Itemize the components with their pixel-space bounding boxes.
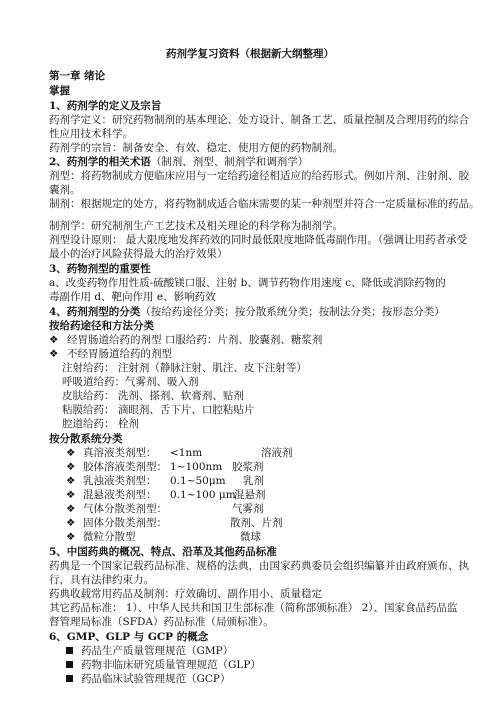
pharmacopoeia-line-1: 药典是一个国家记载药品标准、规格的法典，由国家药典委员会组织编纂并由政府颁布、执 <box>49 560 469 572</box>
section-2-heading-line <box>49 156 308 169</box>
mastery-label: 掌握 <box>49 85 70 97</box>
route-item: 注射给药： 注射剂（静脉注射、肌注、皮下注射等） <box>62 362 307 374</box>
glp-item: 药物非临床研究质量管理规范（GLP） <box>81 659 261 671</box>
section-2-heading-note: （制剂、剂型、制剂学和调剂学） <box>150 156 309 168</box>
dispersion-type: 混悬液类剂型： <box>83 489 157 501</box>
list-item <box>66 645 233 658</box>
dispersion-size: 1~100nm <box>170 461 223 473</box>
diamond-bullet-icon: ❖ <box>66 517 76 529</box>
aim-line: 药剂学的宗旨：制备安全、有效、稳定、使用方便的药物制剂。 <box>49 142 343 154</box>
dispersion-size: <1nm <box>170 447 203 459</box>
diamond-bullet-icon: ❖ <box>66 531 76 543</box>
other-standards-line-1: 其它药品标准： 1）、中华人民共和国卫生部标准（简称部颁标准） 2）、国家食品药品监 <box>49 602 458 614</box>
route-item: 皮肤给药： 洗剂、搽剂、软膏剂、贴剂 <box>62 390 244 402</box>
square-bullet-icon <box>66 661 73 668</box>
enteral-text: 经胃肠道给药的剂型 口服给药：片剂、胶囊剂、糖浆剂 <box>67 334 323 346</box>
dosage-form-line-2: 囊剂。 <box>49 184 81 196</box>
gmp-item: 药品生产质量管理规范（GMP） <box>81 645 234 657</box>
dispersion-example: 微球 <box>240 531 261 543</box>
diamond-bullet-icon: ❖ <box>66 475 76 487</box>
dispersion-example: 气雾剂 <box>232 503 264 515</box>
dispersion-example: 散剂、片剂 <box>230 517 283 529</box>
section-4-heading: 4、药剂剂型的分类 <box>49 306 141 318</box>
section-6-heading: 6、GMP、GLP 与 GCP 的概念 <box>49 631 209 643</box>
section-4-heading-note: （按给药途径分类；按分散系统分类；按制法分类；按形态分类） <box>140 306 445 318</box>
nonenteral-line <box>49 348 172 361</box>
other-standards-line-2: 督管理局标准（SFDA）药品标准（局颁标准）。 <box>49 616 274 628</box>
definition-line-2: 性应用技术科学。 <box>49 128 133 140</box>
gcp-item: 药品临床试验管理规范（GCP） <box>81 673 231 685</box>
nonenteral-text: 不经胃肠道给药的剂型 <box>67 348 172 360</box>
dispersion-example: 乳剂 <box>243 475 264 487</box>
chapter-heading: 第一章 绪论 <box>49 70 106 82</box>
enteral-line <box>49 334 322 347</box>
design-principle-line-1: 剂型设计原则： 最大限度地发挥药效的同时最低限度地降低毒副作用。（强调让用药者承受 <box>49 234 468 246</box>
section-2-heading: 2、药剂学的相关术语 <box>49 156 151 168</box>
dispersion-type: 气体分散类剂型： <box>83 503 167 515</box>
diamond-bullet-icon: ❖ <box>66 489 76 501</box>
list-item <box>66 673 231 686</box>
list-item <box>66 659 261 672</box>
importance-line-2: 毒副作用 d、靶向作用 e、影响药效 <box>49 291 216 303</box>
dispersion-classification-heading: 按分散系统分类 <box>49 433 123 445</box>
route-item: 腔道给药： 栓剂 <box>62 418 139 430</box>
dispersion-type: 乳浊液类剂型： <box>83 475 157 487</box>
dispersion-type: 微粒分散型 <box>83 531 136 543</box>
diamond-bullet-icon: ❖ <box>66 503 76 515</box>
pharmaceutics-line: 制剂学：研究制剂生产工艺技术及相关理论的科学称为制剂学。 <box>49 220 343 232</box>
dispersion-type: 真溶液类剂型： <box>83 447 157 459</box>
dispersion-size: 0.1~100 μm <box>170 489 236 501</box>
dispersion-example: 胶浆剂 <box>232 461 264 473</box>
section-5-heading: 5、中国药典的概况、特点、沿革及其他药品标准 <box>49 546 277 558</box>
pharmacopoeia-line-2: 行，具有法律约束力。 <box>49 574 154 586</box>
route-item: 粘膜给药： 滴眼剂、舌下片、口腔粘贴片 <box>62 404 255 416</box>
design-principle-line-2: 最小的治疗风险获得最大的治疗效果） <box>49 248 228 260</box>
section-1-heading: 1、药剂学的定义及宗旨 <box>49 100 162 112</box>
dispersion-example: 混悬剂 <box>234 489 266 501</box>
dispersion-size: 0.1~50μm <box>170 475 226 487</box>
diamond-bullet-icon: ❖ <box>66 447 76 459</box>
diamond-bullet-icon: ❖ <box>66 461 76 473</box>
preparation-line: 制剂：根据规定的处方，将药物制成适合临床需要的某一种剂型并符合一定质量标准的药品。 <box>49 198 480 210</box>
dispersion-example: 溶液剂 <box>261 447 293 459</box>
section-3-heading: 3、药物剂型的重要性 <box>49 263 151 275</box>
importance-line-1: a、改变药物作用性质-硫酸镁口服、注射 b、调节药物作用速度 c、降低或消除药物的 <box>49 277 446 289</box>
section-4-heading-line <box>49 306 445 319</box>
diamond-bullet-icon: ❖ <box>49 334 59 346</box>
square-bullet-icon <box>66 675 73 682</box>
dispersion-type: 胶体溶液类剂型： <box>83 461 167 473</box>
dosage-form-line-1: 剂型：将药物制成方便临床应用与一定给药途径相适应的给药形式。例如片剂、注射剂、胶 <box>49 170 469 182</box>
diamond-bullet-icon: ❖ <box>49 348 59 360</box>
route-classification-heading: 按给药途径和方法分类 <box>49 320 154 332</box>
square-bullet-icon <box>66 647 73 654</box>
definition-line-1: 药剂学定义：研究药物制剂的基本理论、处方设计、制备工艺、质量控制及合理用药的综合 <box>49 114 469 126</box>
document-title: 药剂学复习资料（根据新大纲整理） <box>166 48 334 60</box>
route-item: 呼吸道给药：气雾剂、吸入剂 <box>62 376 199 388</box>
pharmacopoeia-line-3: 药典收载常用药品及制剂：疗效确切、副作用小、质量稳定 <box>49 588 322 600</box>
dispersion-type: 固体分散类剂型： <box>83 517 167 529</box>
